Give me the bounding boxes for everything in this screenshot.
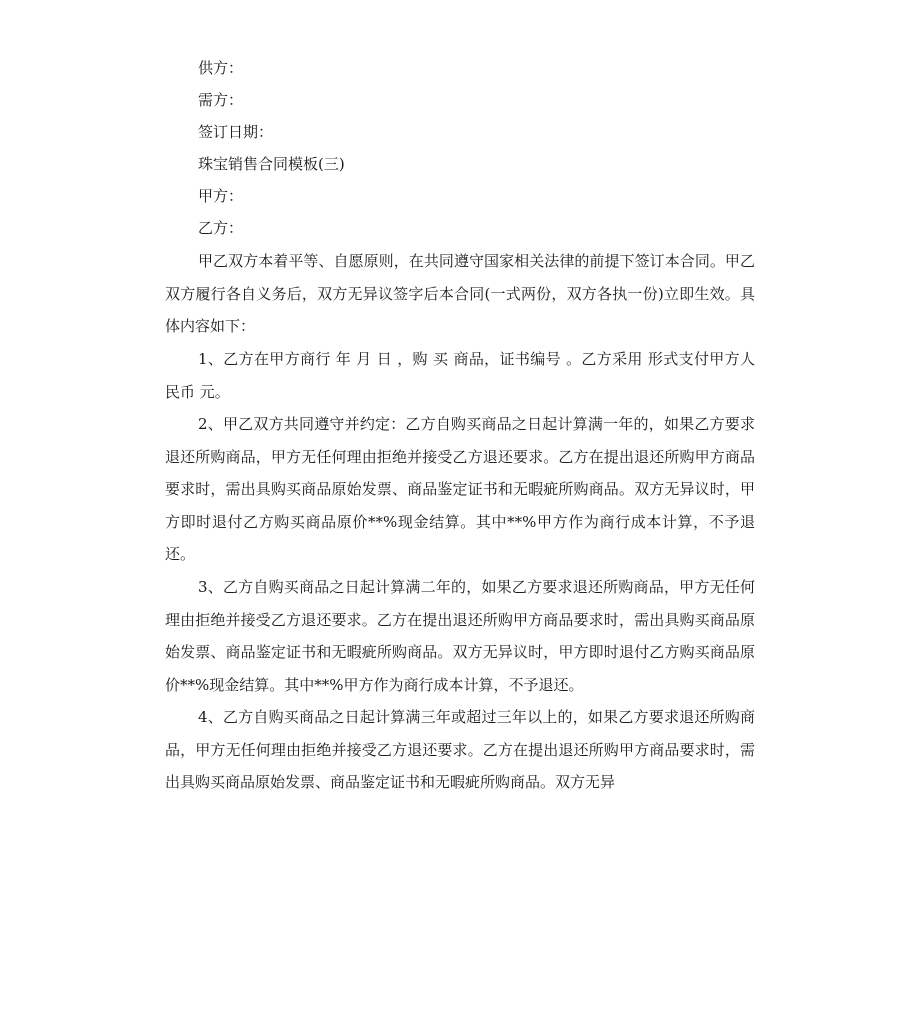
- clause-1-paragraph: 1、乙方在甲方商行 年 月 日 ，购 买 商品，证书编号 。乙方采用 形式支付甲方人民币 元。: [165, 350, 755, 401]
- buyer-line: 需方：: [198, 91, 244, 109]
- clause-2-paragraph: 2、甲乙双方共同遵守并约定：乙方自购买商品之日起计算满一年的，如果乙方要求退还所购商品，甲方无任何理由拒绝并接受乙方退还要求。乙方在提出退还所购甲方商品要求时，需出具购买商品原始发票、商品鉴定证书和无暇疵所购商品。双方无异议时，甲方即时退付乙方购买商品原价**%现金结算。其中**%甲方作为商行成本计算，不予退还。: [165, 415, 755, 563]
- supplier-line: 供方：: [198, 59, 244, 77]
- contract-title: 珠宝销售合同模板(三): [198, 155, 345, 173]
- sign-date-line: 签订日期：: [198, 123, 274, 141]
- party-b-line: 乙方：: [198, 219, 244, 237]
- party-a-line: 甲方：: [198, 187, 244, 205]
- clause-4-paragraph: 4、乙方自购买商品之日起计算满三年或超过三年以上的，如果乙方要求退还所购商品，甲方无任何理由拒绝并接受乙方退还要求。乙方在提出退还所购甲方商品要求时，需出具购买商品原始发票、商品鉴定证书和无暇疵所购商品。双方无异: [165, 708, 755, 791]
- intro-paragraph: 甲乙双方本着平等、自愿原则，在共同遵守国家相关法律的前提下签订本合同。甲乙双方履行各自义务后，双方无异议签字后本合同(一式两份，双方各执一份)立即生效。具体内容如下：: [165, 252, 755, 335]
- clause-3-paragraph: 3、乙方自购买商品之日起计算满二年的，如果乙方要求退还所购商品，甲方无任何理由拒绝并接受乙方退还要求。乙方在提出退还所购甲方商品要求时，需出具购买商品原始发票、商品鉴定证书和无暇疵所购商品。双方无异议时，甲方即时退付乙方购买商品原价**%现金结算。其中**%甲方作为商行成本计算，不予退还。: [165, 578, 755, 694]
